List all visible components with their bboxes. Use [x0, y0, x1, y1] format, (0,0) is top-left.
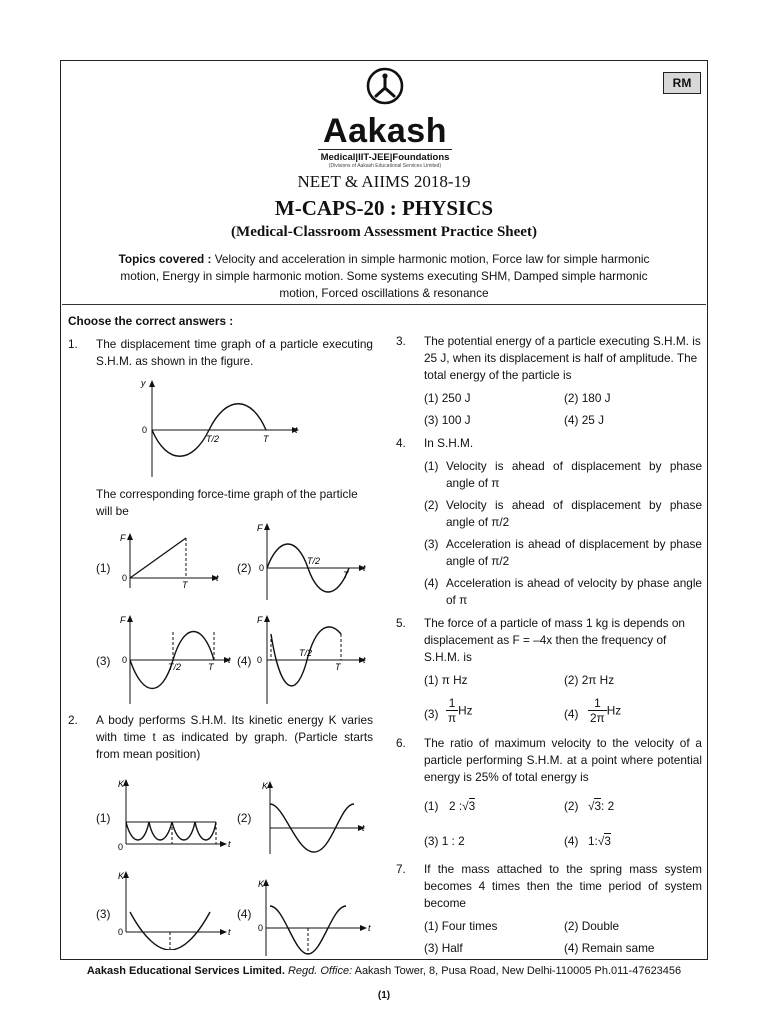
fraction-numerator: 1	[446, 696, 458, 711]
axis-label: t	[363, 655, 366, 665]
q1-option-4-graph	[255, 612, 375, 707]
q6-option-4[interactable]: (4)	[564, 834, 579, 848]
footer-address: Aakash Tower, 8, Pusa Road, New Delhi-110005 Ph.011-47623456	[352, 965, 682, 977]
q1-option-3[interactable]: (3)	[96, 654, 111, 668]
q2-option-3-graph	[114, 868, 238, 950]
page-subtitle: (Medical-Classroom Assessment Practice Sheet)	[231, 224, 537, 240]
radicand: 3	[594, 799, 602, 813]
axis-label: t	[368, 923, 371, 933]
q5-option-4-value[interactable]	[588, 696, 621, 725]
q7-option-1[interactable]: (1) Four times	[424, 919, 498, 933]
axis-label: K	[258, 879, 265, 889]
q1-number: 1.	[68, 337, 78, 351]
q1-followup: The corresponding force-time graph of the particle will be	[96, 487, 358, 518]
q1-graph-origin-label: 0	[142, 425, 148, 435]
sqrt-icon: √	[588, 799, 595, 813]
ratio-part: 1:	[588, 834, 598, 848]
q1-option-1-graph	[118, 530, 228, 590]
q4-number: 4.	[396, 436, 406, 450]
q6-option-2-value[interactable]	[588, 798, 614, 815]
axis-label: T	[182, 580, 188, 590]
axis-label: 0	[118, 842, 124, 852]
ratio-part: : 2	[601, 799, 615, 813]
q5-option-3-value[interactable]	[446, 696, 473, 725]
q3-option-1[interactable]: (1) 250 J	[424, 391, 471, 405]
q1-graph-t-label: t	[295, 425, 298, 435]
q5-number: 5.	[396, 616, 406, 630]
q3-text: The potential energy of a particle executing S.H.M. is 25 J, when its displacement is half of amplitude. The total energy of the particle is	[424, 334, 701, 382]
q2-option-4-graph	[254, 876, 378, 958]
axis-label: t	[216, 573, 219, 583]
q1-graph-y-label: y	[141, 378, 146, 388]
sqrt-icon: √	[597, 834, 605, 848]
q4-option-2-num[interactable]: (2)	[424, 498, 439, 512]
q6-option-1-value[interactable]	[449, 798, 475, 815]
q1-option-4[interactable]: (4)	[237, 654, 252, 668]
q2-option-1-graph	[114, 776, 238, 854]
footer-company: Aakash Educational Services Limited.	[86, 965, 285, 977]
axis-label: T/2	[299, 648, 313, 658]
radicand: 3	[468, 799, 476, 813]
topics-covered	[110, 251, 658, 302]
q5-option-2[interactable]: (2) 2π Hz	[564, 673, 615, 687]
q2-option-4[interactable]: (4)	[237, 907, 252, 921]
q4-option-4-num[interactable]: (4)	[424, 576, 439, 590]
q7-option-4[interactable]: (4) Remain same	[564, 941, 655, 955]
axis-label: t	[228, 839, 231, 849]
instructions: Choose the correct answers :	[68, 314, 234, 328]
fraction-unit: Hz	[458, 703, 473, 718]
radicand: 3	[604, 834, 611, 848]
axis-label: F	[120, 533, 126, 543]
axis-label: t	[362, 823, 365, 833]
axis-label: 0	[118, 927, 124, 937]
axis-label: T	[335, 662, 341, 672]
fraction-numerator: 1	[588, 696, 607, 711]
q1-graph-full-label: T	[263, 434, 269, 444]
q1-text: The displacement time graph of a particle executing S.H.M. as shown in the figure.	[96, 337, 373, 368]
footer-regd-label: Regd. Office:	[287, 965, 353, 977]
q4-option-3-text[interactable]: Acceleration is ahead of displacement by phase angle of π/2	[446, 537, 702, 568]
q2-option-2[interactable]: (2)	[237, 811, 252, 825]
axis-label: t	[228, 655, 231, 665]
q2-option-3[interactable]: (3)	[96, 907, 111, 921]
q4-option-3-num[interactable]: (3)	[424, 537, 439, 551]
q7-number: 7.	[396, 862, 406, 876]
axis-label: K	[118, 871, 125, 881]
axis-label: T	[343, 570, 349, 580]
q3-option-4[interactable]: (4) 25 J	[564, 413, 604, 427]
aakash-emblem-icon	[365, 66, 405, 106]
brand-subtag: (Divisions of Aakash Educational Services Limited)	[328, 163, 442, 169]
q4-option-1-num[interactable]: (1)	[424, 459, 439, 473]
axis-label: 0	[122, 573, 128, 583]
axis-label: F	[120, 615, 126, 625]
q6-option-4-value[interactable]	[588, 833, 611, 850]
q5-text: The force of a particle of mass 1 kg is depends on displacement as F = –4x then the frequency of S.H.M. is	[424, 616, 685, 664]
fraction-unit: Hz	[606, 703, 622, 718]
q1-graph-half-label: T/2	[206, 434, 220, 444]
q1-option-2[interactable]: (2)	[237, 561, 252, 575]
q4-option-4-text[interactable]: Acceleration is ahead of velocity by phase angle of π	[446, 576, 702, 607]
rm-badge: RM	[663, 72, 701, 94]
axis-label: 0	[257, 655, 263, 665]
fraction-denominator: 2π	[590, 711, 605, 725]
q5-option-1[interactable]: (1) π Hz	[424, 673, 468, 687]
axis-label: T/2	[307, 556, 321, 566]
q6-number: 6.	[396, 736, 406, 750]
brand-tagline: Medical|IIT-JEE|Foundations	[318, 149, 452, 163]
topics-label: Topics covered :	[118, 252, 212, 266]
q6-text: The ratio of maximum velocity to the velocity of a particle performing S.H.M. at a point where potential energy is 25% of total energy is	[424, 736, 702, 784]
axis-label: t	[228, 927, 231, 937]
axis-label: F	[257, 523, 263, 533]
q1-option-2-graph	[255, 520, 375, 602]
exam-name: NEET & AIIMS 2018-19	[297, 172, 471, 191]
q2-option-1[interactable]: (1)	[96, 811, 111, 825]
axis-label: T/2	[168, 662, 182, 672]
q3-option-3[interactable]: (3) 100 J	[424, 413, 471, 427]
q7-option-2[interactable]: (2) Double	[564, 919, 620, 933]
axis-label: 0	[259, 563, 265, 573]
brand-name: Aakash	[323, 112, 447, 150]
axis-label: 0	[122, 655, 128, 665]
q1-option-1[interactable]: (1)	[96, 561, 111, 575]
aakash-logo	[300, 66, 470, 169]
q4-text: In S.H.M.	[424, 436, 474, 450]
q4-option-1-text[interactable]: Velocity is ahead of displacement by phase angle of π	[446, 459, 702, 490]
page-footer	[0, 965, 768, 977]
page-title: M-CAPS-20 : PHYSICS	[274, 196, 494, 220]
axis-label: 0	[258, 923, 264, 933]
axis-label: t	[363, 563, 366, 573]
axis-label: K	[262, 781, 269, 791]
axis-label: F	[257, 615, 263, 625]
q7-option-3[interactable]: (3) Half	[424, 941, 463, 955]
q7-text: If the mass attached to the spring mass system becomes 4 times then the time period of system become	[424, 862, 702, 910]
q4-option-2-text[interactable]: Velocity is ahead of displacement by phase angle of π/2	[446, 498, 702, 529]
page-number: (1)	[377, 990, 391, 1001]
axis-label: T	[208, 662, 214, 672]
q1-option-3-graph	[118, 612, 242, 707]
q3-option-2[interactable]: (2) 180 J	[564, 391, 611, 405]
q5-option-3[interactable]: (3)	[424, 707, 439, 721]
q2-option-2-graph	[258, 778, 378, 858]
q6-option-1[interactable]: (1)	[424, 799, 439, 813]
ratio-part: 2 :	[449, 799, 463, 813]
q6-option-2[interactable]: (2)	[564, 799, 579, 813]
q2-text: A body performs S.H.M. Its kinetic energy K varies with time t as indicated by graph. (Particle starts from mean position)	[96, 713, 373, 761]
q6-option-3[interactable]: (3) 1 : 2	[424, 834, 465, 848]
fraction-denominator: π	[448, 711, 457, 725]
header-divider	[62, 304, 706, 305]
sqrt-icon: √	[462, 799, 469, 813]
axis-label: K	[118, 779, 125, 789]
q1-displacement-graph	[140, 375, 310, 480]
q5-option-4[interactable]: (4)	[564, 707, 579, 721]
topics-text: Velocity and acceleration in simple harmonic motion, Force law for simple harmonic motion, Energy in simple harmonic motion. Some systems executing SHM, Damped simple harmonic motion, Forced oscillations & resonance	[120, 252, 650, 300]
q3-number: 3.	[396, 334, 406, 348]
q2-number: 2.	[68, 713, 78, 727]
